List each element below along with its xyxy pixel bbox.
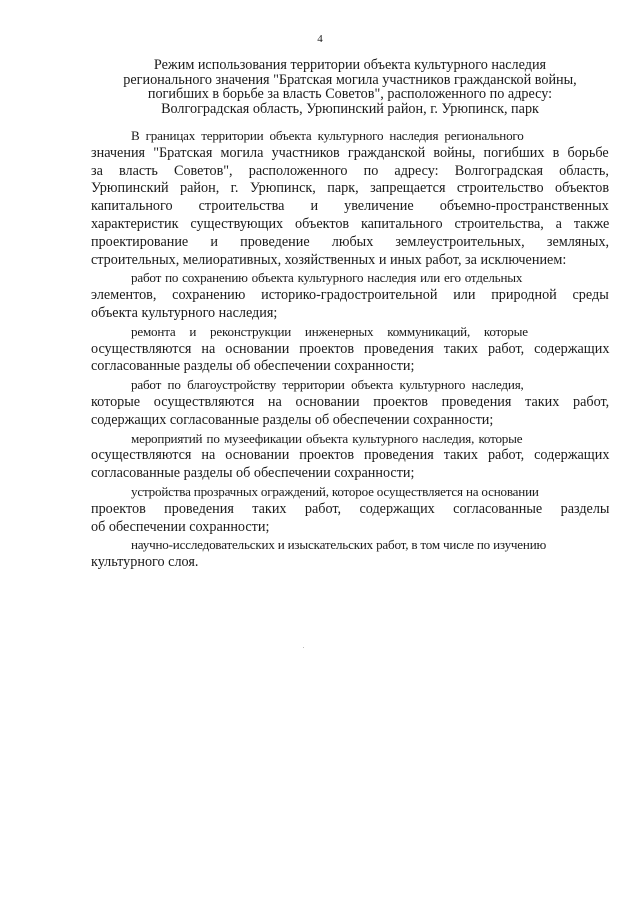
scan-speck bbox=[303, 647, 304, 648]
paragraph-exception-utilities bbox=[91, 323, 609, 376]
text-line: В границах территории объекта культурного наследия регионального bbox=[131, 128, 524, 143]
paragraph-exception-museum bbox=[91, 430, 609, 483]
text-line: характеристик существующих объектов капитального строительства, а также bbox=[91, 215, 610, 232]
text-line: строительных, мелиоративных, хозяйственных и иных работ, за исключением: bbox=[91, 251, 567, 268]
text-line: содержащих согласованные разделы об обеспечении сохранности; bbox=[91, 411, 494, 428]
paragraph-exception-landscaping bbox=[91, 376, 609, 429]
text-line: согласованные разделы об обеспечении сохранности; bbox=[91, 358, 415, 375]
page-number: 4 bbox=[317, 33, 323, 45]
text-line: об обеспечении сохранности; bbox=[91, 518, 270, 535]
text-line: объекта культурного наследия; bbox=[91, 304, 278, 321]
document-title bbox=[92, 58, 608, 116]
text-line: проектирование и проведение любых землеустроительных, земляных, bbox=[91, 233, 610, 250]
text-line: культурного слоя. bbox=[91, 554, 199, 571]
text-line: ремонта и реконструкции инженерных коммуникаций, которые bbox=[131, 323, 528, 339]
title-line: Режим использования территории объекта культурного наследия bbox=[153, 57, 547, 73]
document-body bbox=[91, 127, 609, 572]
title-line: Волгоградская область, Урюпинский район, г. Урюпинск, парк bbox=[161, 100, 539, 117]
text-line: Урюпинский район, г. Урюпинск, парк, запрещается строительство объектов bbox=[91, 180, 610, 197]
title-line: погибших в борьбе за власть Советов", расположенного по адресу: bbox=[147, 86, 553, 103]
text-line: устройства прозрачных ограждений, которое осуществляется на основании bbox=[131, 483, 539, 499]
paragraph-restrictions bbox=[91, 127, 609, 269]
text-line: работ по благоустройству территории объекта культурного наследия, bbox=[131, 377, 524, 393]
text-line: элементов, сохранению историко-градостроительной или природной среды bbox=[91, 287, 609, 304]
text-line: осуществляются на основании проектов проведения таких работ, содержащих bbox=[91, 447, 610, 464]
text-line: проектов проведения таких работ, содержащих согласованные разделы bbox=[91, 500, 610, 517]
paragraph-exception-research bbox=[91, 536, 609, 572]
title-line: регионального значения "Братская могила участников гражданской войны, bbox=[123, 71, 577, 88]
text-line: капитального строительства и увеличение объемно-пространственных bbox=[91, 198, 609, 215]
text-line: которые осуществляются на основании проектов проведения таких работ, bbox=[91, 393, 610, 410]
text-line: научно-исследовательских и изыскательских работ, в том числе по изучению bbox=[131, 537, 547, 553]
text-line: за власть Советов", расположенного по адресу: Волгоградская область, bbox=[91, 162, 609, 179]
paragraph-exception-fencing bbox=[91, 483, 609, 536]
text-line: работ по сохранению объекта культурного наследия или его отдельных bbox=[131, 270, 523, 286]
paragraph-exception-preservation bbox=[91, 269, 609, 322]
text-line: осуществляются на основании проектов проведения таких работ, содержащих bbox=[91, 340, 610, 357]
text-line: значения "Братская могила участников гражданской войны, погибших в борьбе bbox=[91, 144, 609, 161]
text-line: мероприятий по музеефикации объекта культурного наследия, которые bbox=[131, 430, 523, 446]
text-line: согласованные разделы об обеспечении сохранности; bbox=[91, 465, 415, 482]
